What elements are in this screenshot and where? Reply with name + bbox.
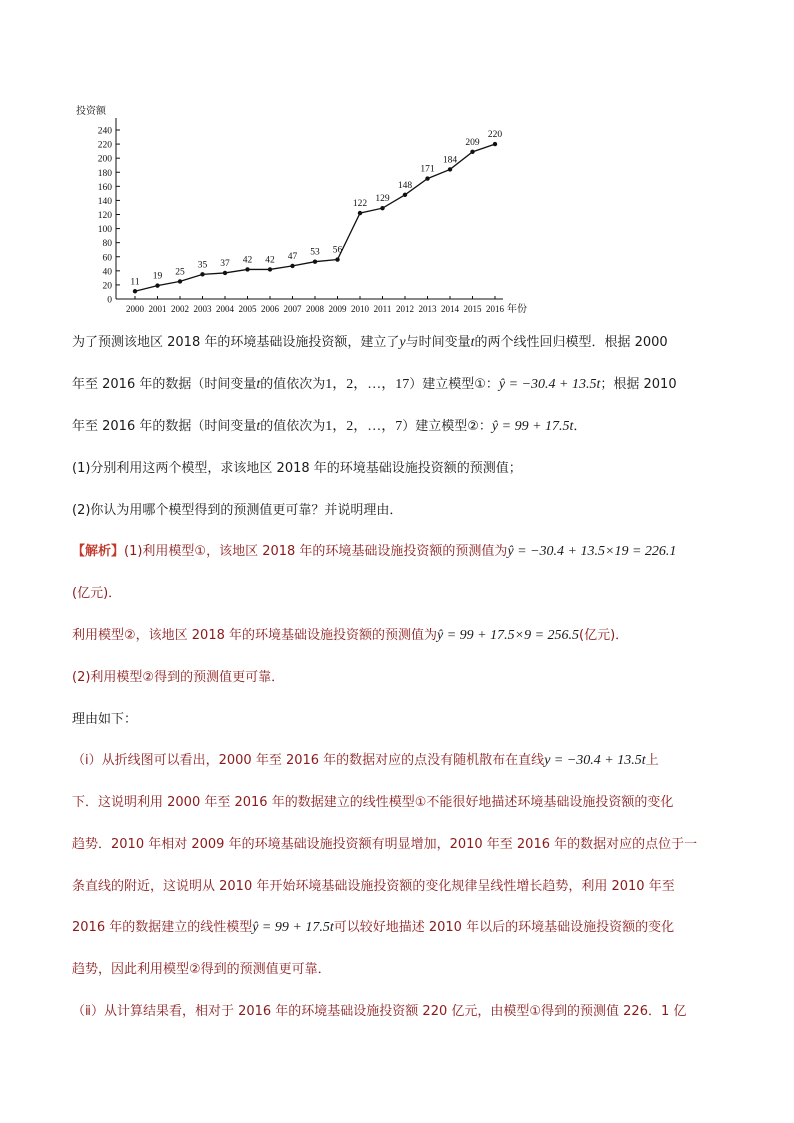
series-line bbox=[135, 144, 495, 291]
data-point bbox=[133, 289, 137, 293]
data-label: 209 bbox=[465, 137, 480, 148]
solution-line-1 bbox=[72, 542, 722, 562]
data-point bbox=[380, 206, 384, 210]
data-point bbox=[448, 167, 452, 171]
data-point bbox=[155, 283, 159, 287]
solution-line-2 bbox=[72, 626, 722, 646]
var-t: t bbox=[256, 419, 261, 434]
y-tick-label: 180 bbox=[97, 168, 112, 179]
x-tick-label: 2011 bbox=[373, 304, 392, 314]
x-tick-label: 2003 bbox=[193, 304, 212, 314]
solution-tag: 【解析】 bbox=[72, 544, 125, 559]
solution-text: （ⅰ）从折线图可以看出，2000 年至 2016 年的数据对应的点没有随机散布在直线 bbox=[72, 753, 545, 768]
intro-text: 年至 2016 年的数据（时间变量 bbox=[72, 419, 257, 434]
x-tick-label: 2002 bbox=[171, 304, 189, 314]
data-point bbox=[313, 259, 317, 263]
sequence: 1，2，…，17 bbox=[325, 377, 410, 392]
intro-text: 为了预测该地区 2018 年的环境基础设施投资额，建立了 bbox=[72, 335, 400, 350]
solution-line-10: 趋势，因此利用模型②得到的预测值更可靠． bbox=[72, 962, 331, 977]
data-label: 37 bbox=[220, 258, 230, 269]
data-label: 122 bbox=[352, 199, 368, 210]
solution-text: 2016 年的数据建立的线性模型 bbox=[72, 920, 253, 935]
data-label: 25 bbox=[175, 267, 185, 278]
data-label: 19 bbox=[152, 271, 163, 282]
x-axis-label: 年份 bbox=[507, 304, 527, 315]
solution-line-9 bbox=[72, 918, 722, 938]
y-tick-label: 160 bbox=[97, 182, 112, 193]
model-2-equation: ŷ = 99 + 17.5t bbox=[252, 920, 334, 935]
intro-text: ）建立模型②： bbox=[402, 419, 492, 434]
x-tick-label: 2001 bbox=[148, 304, 167, 314]
prediction-1-equation: ŷ = −30.4 + 13.5×19 = 226.1 bbox=[507, 544, 677, 559]
y-tick-label: 40 bbox=[102, 267, 112, 278]
x-tick-label: 2007 bbox=[283, 304, 302, 314]
data-point bbox=[290, 264, 294, 268]
y-tick-label: 20 bbox=[102, 281, 112, 292]
solution-text: 可以较好地描述 2010 年以后的环境基础设施投资额的变化 bbox=[333, 920, 675, 935]
solution-line-6: 下．这说明利用 2000 年至 2016 年的数据建立的线性模型①不能很好地描述环境基础设施投资额的变化 bbox=[72, 795, 674, 810]
intro-text: ． bbox=[573, 419, 587, 434]
data-label: 42 bbox=[265, 255, 275, 266]
data-label: 184 bbox=[442, 155, 458, 166]
solution-line-5 bbox=[72, 751, 722, 771]
data-label: 47 bbox=[287, 251, 298, 262]
data-point bbox=[245, 267, 249, 271]
x-tick-label: 2016 bbox=[486, 304, 504, 314]
intro-text: 年至 2016 年的数据（时间变量 bbox=[72, 377, 257, 392]
solution-text: (1)利用模型①，该地区 2018 年的环境基础设施投资额的预测值为 bbox=[124, 544, 508, 559]
intro-text: 的两个线性回归模型．根据 2000 bbox=[474, 335, 668, 350]
data-label: 42 bbox=[242, 255, 253, 266]
data-point bbox=[493, 142, 497, 146]
data-label: 35 bbox=[197, 260, 208, 271]
intro-text: 的值依次为 bbox=[260, 419, 326, 434]
x-tick-label: 2009 bbox=[328, 304, 347, 314]
y-tick-label: 220 bbox=[97, 140, 112, 151]
var-y: y bbox=[399, 335, 406, 350]
solution-line-3: (2)利用模型②得到的预测值更可靠． bbox=[72, 670, 285, 685]
y-tick-label: 0 bbox=[107, 295, 112, 306]
data-point bbox=[335, 257, 339, 261]
x-tick-label: 2000 bbox=[126, 304, 144, 314]
y-tick-label: 60 bbox=[102, 253, 112, 264]
solution-line-11: （ⅱ）从计算结果看，相对于 2016 年的环境基础设施投资额 220 亿元，由模型①得到的预测值 226．1 亿 bbox=[72, 1004, 687, 1019]
solution-line-7: 趋势．2010 年相对 2009 年的环境基础设施投资额有明显增加，2010 年至 2016 年的数据对应的点位于一 bbox=[72, 837, 698, 852]
sequence: 1，2，…，7 bbox=[325, 419, 403, 434]
data-point bbox=[470, 150, 474, 154]
y-tick-label: 80 bbox=[102, 239, 112, 250]
x-tick-label: 2005 bbox=[238, 304, 257, 314]
y-tick-label: 100 bbox=[97, 225, 112, 236]
data-label: 171 bbox=[420, 164, 435, 175]
solution-text: (亿元)． bbox=[579, 628, 629, 643]
intro-text: ；根据 2010 bbox=[600, 377, 677, 392]
solution-line-4: 理由如下： bbox=[72, 712, 138, 727]
model-2-equation: ŷ = 99 + 17.5t bbox=[491, 419, 574, 434]
data-point bbox=[358, 211, 362, 215]
var-t: t bbox=[470, 335, 475, 350]
solution-line-8: 条直线的附近，这说明从 2010 年开始环境基础设施投资额的变化规律呈线性增长趋势，利用 2010 年至 bbox=[72, 879, 675, 894]
investment-line-chart bbox=[70, 100, 550, 322]
intro-text: 的值依次为 bbox=[260, 377, 326, 392]
var-t: t bbox=[256, 377, 261, 392]
x-tick-label: 2013 bbox=[418, 304, 437, 314]
model-1-equation: ŷ = −30.4 + 13.5t bbox=[498, 377, 601, 392]
data-point bbox=[268, 267, 272, 271]
prediction-2-equation: ŷ = 99 + 17.5×9 = 256.5 bbox=[437, 628, 580, 643]
data-label: 56 bbox=[332, 245, 343, 256]
data-label: 148 bbox=[397, 180, 413, 191]
x-tick-label: 2012 bbox=[396, 304, 414, 314]
question-2: (2)你认为用哪个模型得到的预测值更可靠？并说明理由． bbox=[72, 503, 403, 518]
x-tick-label: 2004 bbox=[216, 304, 234, 314]
y-tick-label: 200 bbox=[97, 154, 112, 165]
solution-text: 上 bbox=[645, 753, 659, 768]
solution-line-1b: (亿元)． bbox=[72, 586, 122, 601]
data-label: 220 bbox=[487, 130, 503, 141]
x-tick-label: 2014 bbox=[441, 304, 459, 314]
y-tick-label: 120 bbox=[97, 211, 112, 221]
data-point bbox=[425, 176, 429, 180]
data-point bbox=[200, 272, 204, 276]
x-tick-label: 2015 bbox=[463, 304, 482, 314]
line-equation: y = −30.4 + 13.5t bbox=[544, 753, 646, 768]
data-point bbox=[178, 279, 182, 283]
y-axis-label: 投资额 bbox=[76, 106, 106, 117]
intro-text: 与时间变量 bbox=[405, 335, 471, 350]
intro-text: ）建立模型①： bbox=[409, 377, 499, 392]
data-point bbox=[223, 271, 227, 275]
data-label: 53 bbox=[310, 247, 320, 258]
y-tick-label: 240 bbox=[97, 126, 112, 137]
data-label: 129 bbox=[375, 194, 390, 205]
paragraph-intro-2 bbox=[72, 375, 722, 395]
x-tick-label: 2008 bbox=[306, 304, 324, 314]
question-1: (1)分别利用这两个模型，求该地区 2018 年的环境基础设施投资额的预测值； bbox=[72, 461, 522, 476]
x-tick-label: 2010 bbox=[351, 304, 369, 314]
paragraph-intro-1 bbox=[72, 333, 722, 353]
solution-text: 利用模型②，该地区 2018 年的环境基础设施投资额的预测值为 bbox=[72, 628, 438, 643]
x-tick-label: 2006 bbox=[261, 304, 279, 314]
data-point bbox=[403, 193, 407, 197]
data-label: 11 bbox=[130, 277, 140, 288]
y-tick-label: 140 bbox=[97, 196, 112, 207]
paragraph-intro-3 bbox=[72, 417, 722, 437]
